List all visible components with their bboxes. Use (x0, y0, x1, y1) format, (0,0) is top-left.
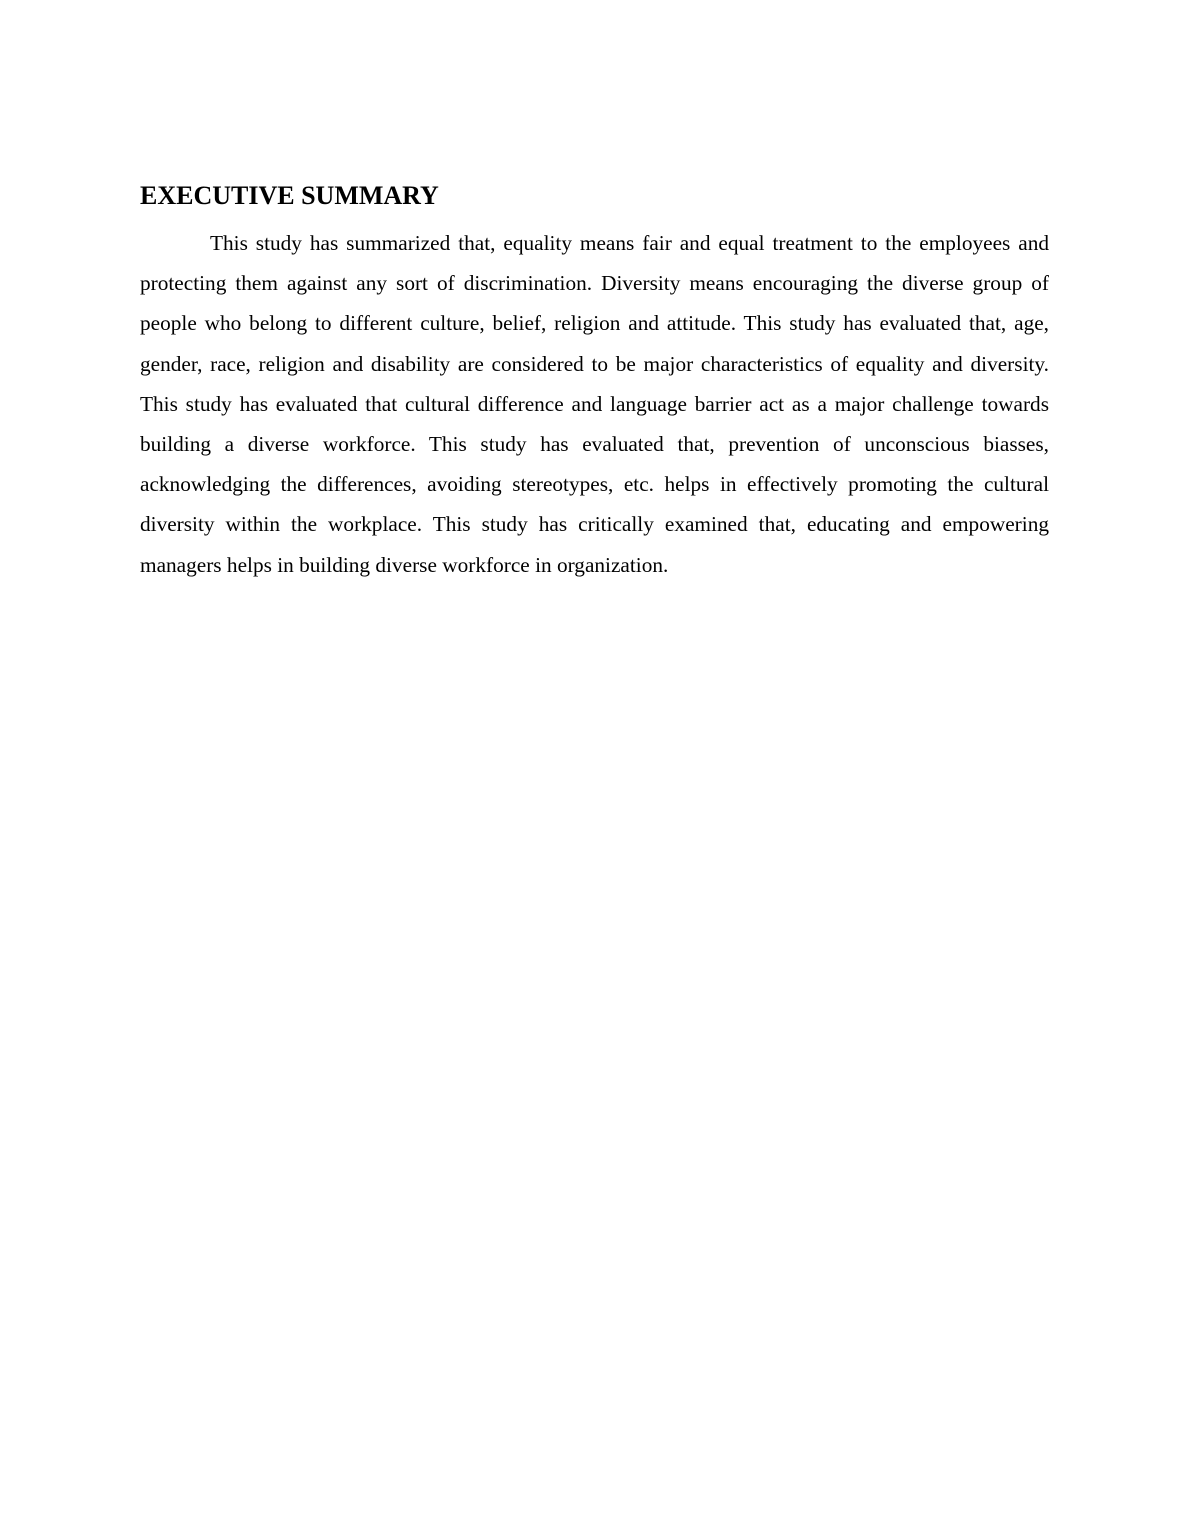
document-content (140, 178, 1049, 585)
section-heading: EXECUTIVE SUMMARY (140, 181, 439, 210)
summary-paragraph: This study has summarized that, equality means fair and equal treatment to the employees and protecting them against any sort of discrimination. Diversity means encouraging the diverse group of people who belong to different culture, belief, religion and attitude. This study has evaluated that, age, gender, race, religion and disability are considered to be major characteristics of equality and diversity. This study has evaluated that cultural difference and language barrier act as a major challenge towards building a diverse workforce. This study has evaluated that, prevention of unconscious biasses, acknowledging the differences, avoiding stereotypes, etc. helps in effectively promoting the cultural diversity within the workplace. This study has critically examined that, educating and empowering managers helps in building diverse workforce in organization. (140, 231, 1049, 577)
